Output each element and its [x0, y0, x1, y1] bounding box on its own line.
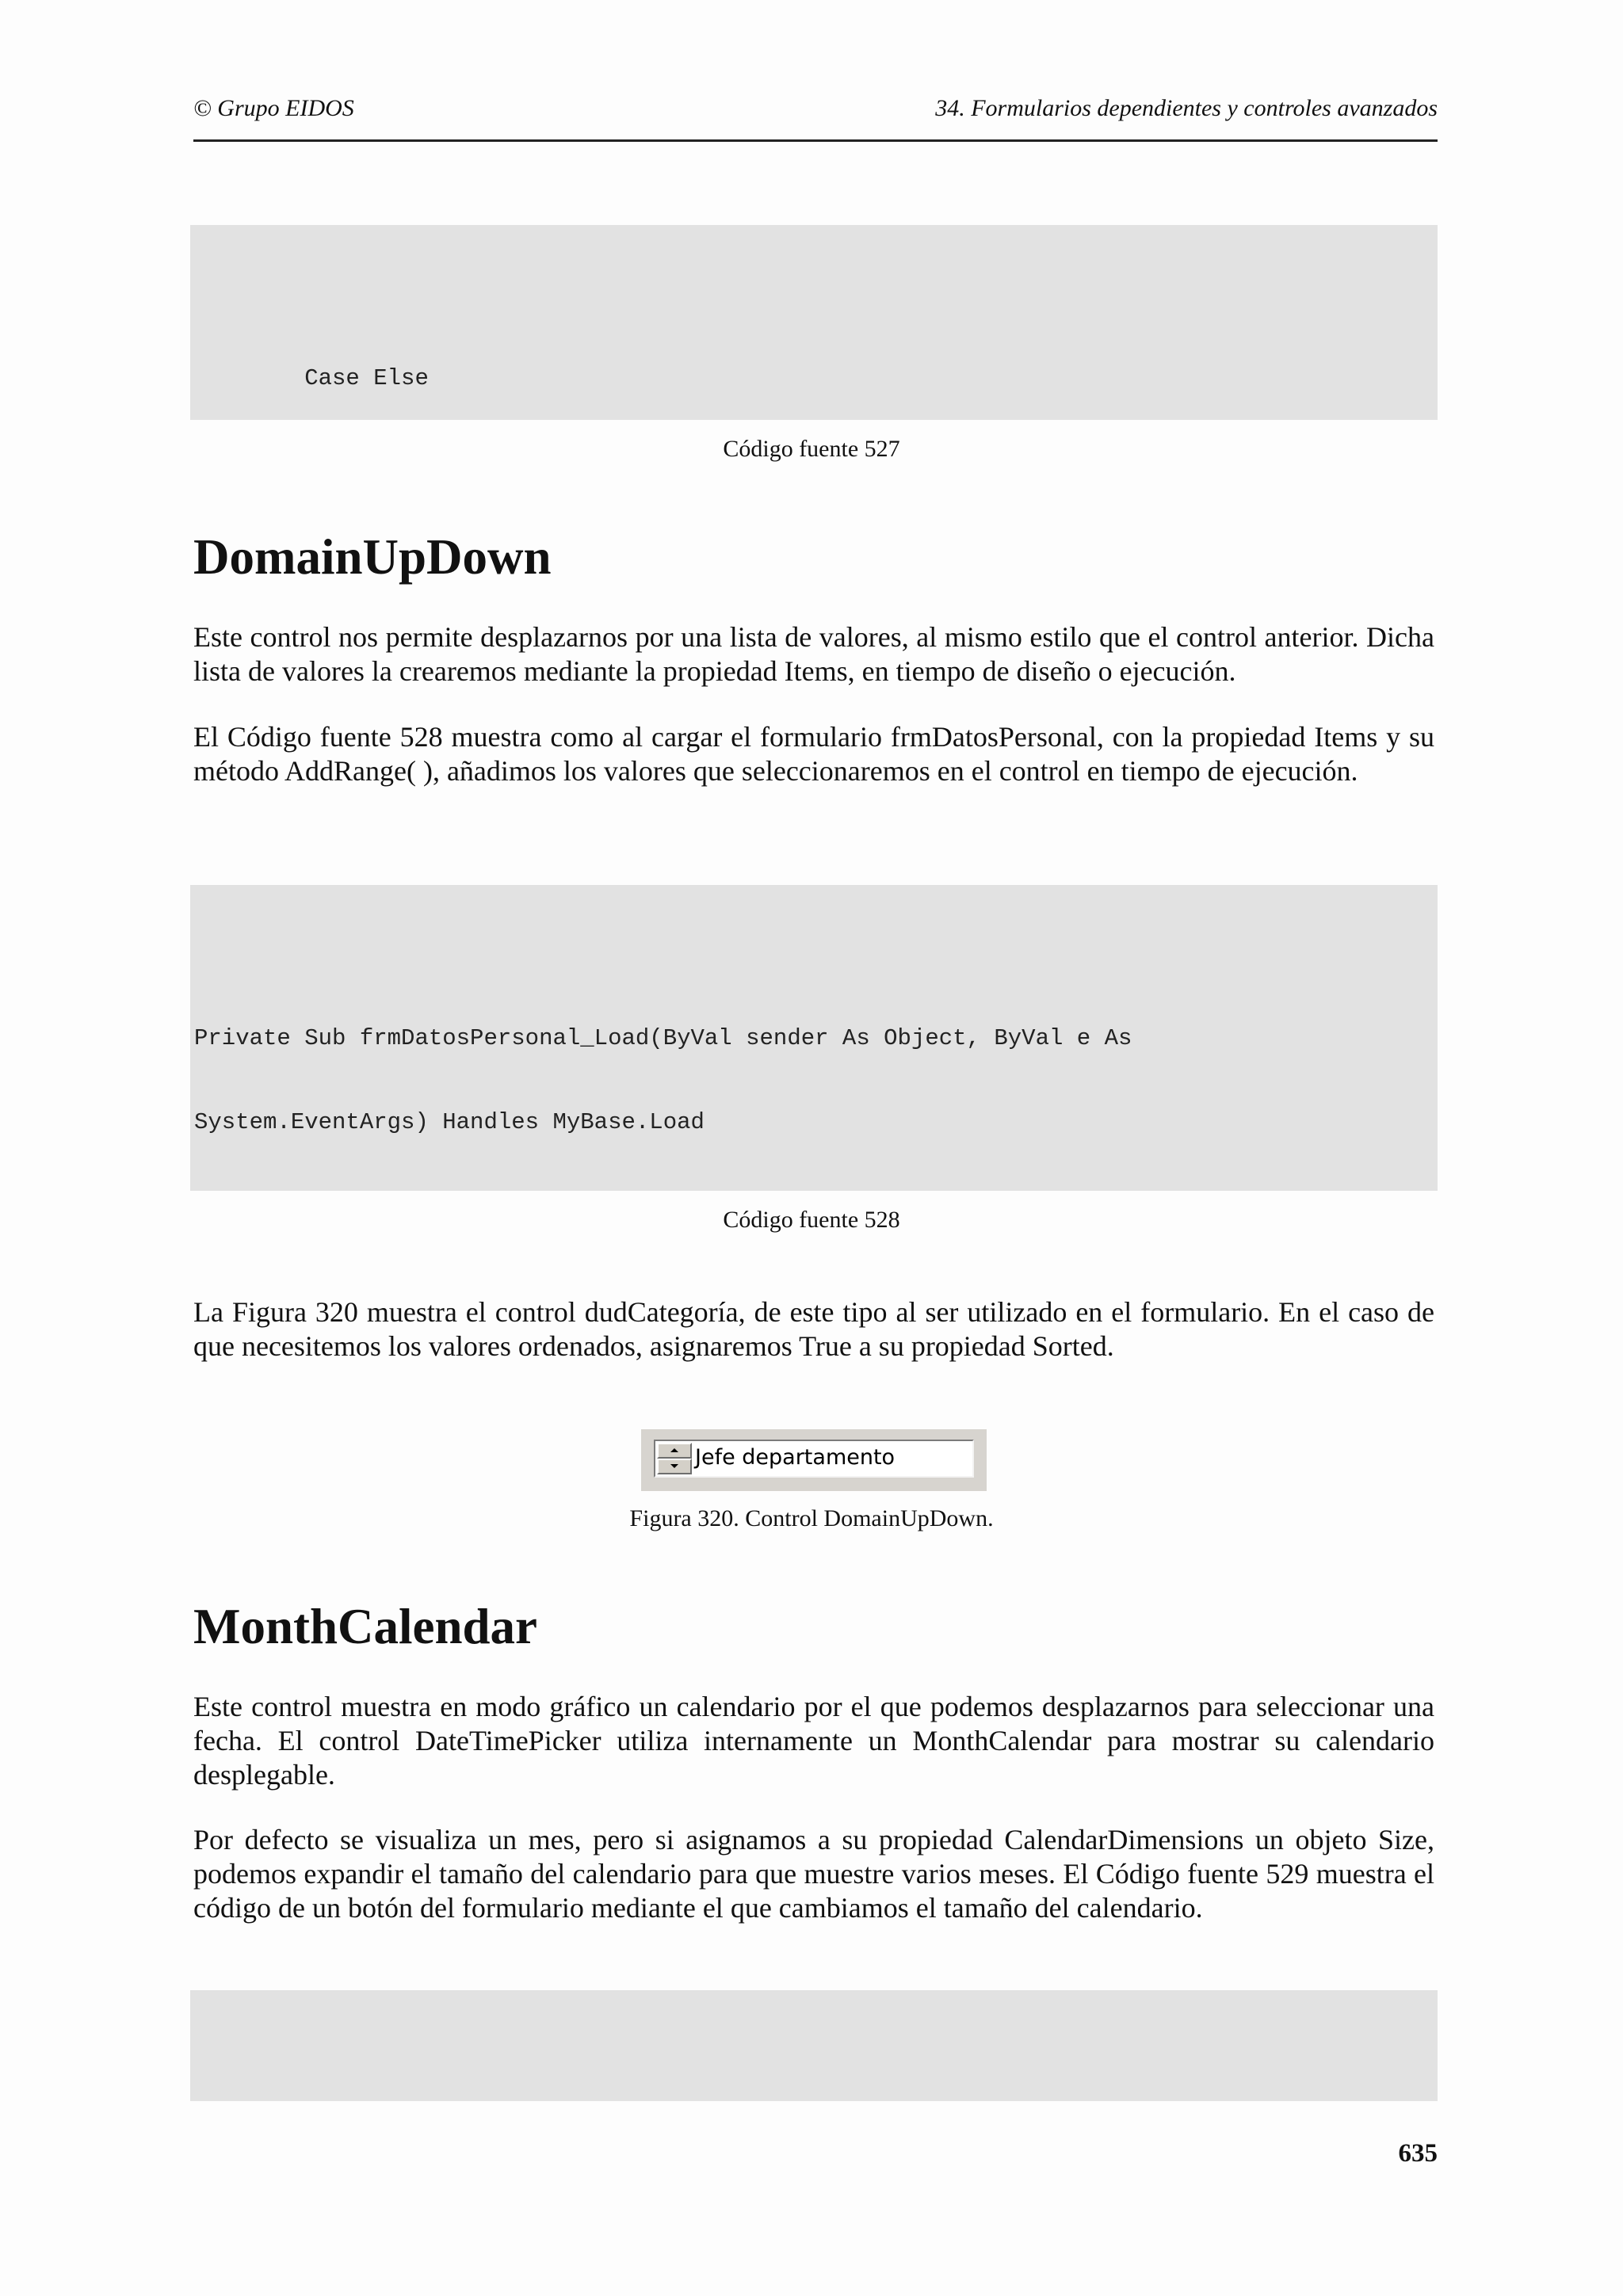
spin-buttons — [657, 1443, 692, 1474]
paragraph: Por defecto se visualiza un mes, pero si asignamos a su propiedad CalendarDimensions un objeto Size, podemos expandir el tamaño del calendario para que muestre varios meses. El Código fuente 529 muestra el código de un botón del formulario mediante el que cambiamos el tamaño del calendario. — [193, 1824, 1434, 1924]
code-caption-527: Código fuente 527 — [723, 436, 900, 462]
figure-caption: Figura 320. Control DomainUpDown. — [629, 1505, 994, 1531]
code-line — [194, 941, 1438, 969]
paragraph: Este control nos permite desplazarnos por una lista de valores, al mismo estilo que el control anterior. Dicha lista de valores la crearemos mediante la propiedad Items, en tiempo de diseño o ejecución. — [193, 621, 1434, 687]
arrow-up-icon — [670, 1448, 678, 1452]
code-line: Private Sub frmDatosPersonal_Load(ByVal sender As Object, ByVal e As — [194, 1025, 1132, 1052]
paragraph: Este control muestra en modo gráfico un calendario por el que podemos desplazarnos para seleccionar una fecha. El control DateTimePicker utiliza internamente un MonthCalendar para mostrar su calendario desplegable. — [193, 1691, 1434, 1791]
code-caption-528: Código fuente 528 — [723, 1207, 900, 1233]
domainupdown-control — [654, 1440, 974, 1478]
code-line — [194, 2046, 1438, 2074]
code-line: System.EventArgs) Handles MyBase.Load — [194, 1109, 705, 1136]
page-number: 635 — [1398, 2139, 1438, 2168]
page-header — [193, 93, 1438, 142]
code-block-527 — [190, 225, 1438, 420]
section-heading-monthcalendar: MonthCalendar — [193, 1599, 538, 1654]
section-heading-domainupdown: DomainUpDown — [193, 529, 552, 585]
code-line: Case Else — [194, 365, 429, 392]
arrow-down-icon — [670, 1464, 678, 1468]
domainupdown-value: Jefe departamento — [695, 1445, 896, 1470]
code-block-528 — [190, 885, 1438, 1191]
code-line — [194, 281, 1438, 309]
spin-up-button — [657, 1443, 692, 1459]
spin-down-button — [657, 1459, 692, 1474]
domainupdown-control-figure — [641, 1429, 987, 1491]
code-block-529 — [190, 1990, 1438, 2101]
header-chapter-title: 34. Formularios dependientes y controles avanzados — [935, 95, 1438, 121]
header-publisher: © Grupo EIDOS — [193, 95, 354, 121]
paragraph: La Figura 320 muestra el control dudCategoría, de este tipo al ser utilizado en el formulario. En el caso de que necesitemos los valores ordenados, asignaremos True a su propiedad Sorted. — [193, 1296, 1434, 1362]
paragraph: El Código fuente 528 muestra como al cargar el formulario frmDatosPersonal, con la propiedad Items y su método AddRange( ), añadimos los valores que seleccionaremos en el control en tiempo de ejecución. — [193, 721, 1434, 787]
